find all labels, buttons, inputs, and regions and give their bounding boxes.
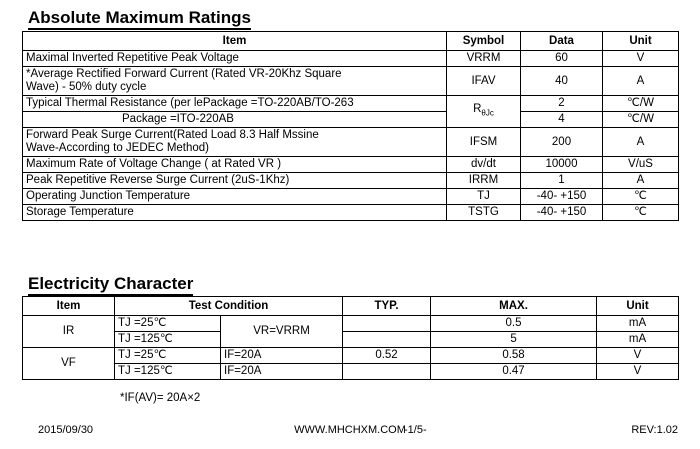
cell-unit: mA bbox=[597, 316, 679, 332]
cell-data: 40 bbox=[521, 67, 603, 96]
cell-item-line2: Wave) - 50% duty cycle bbox=[26, 81, 147, 93]
cell-condition-bias: IF=20A bbox=[221, 348, 343, 364]
cell-package-option-1: Package =TO-220AB/TO-263 bbox=[202, 97, 354, 109]
column-header-max: MAX. bbox=[431, 297, 597, 316]
table-row bbox=[23, 316, 679, 332]
table-row bbox=[23, 157, 679, 173]
cell-item-text: Typical Thermal Resistance (per le bbox=[26, 97, 203, 109]
column-header-data: Data bbox=[521, 32, 603, 51]
column-header-item: Item bbox=[23, 32, 447, 51]
electricity-character-table bbox=[22, 296, 679, 380]
cell-unit: V bbox=[603, 51, 679, 67]
cell-unit: V bbox=[597, 364, 679, 380]
cell-symbol: IFSM bbox=[447, 128, 521, 157]
cell-condition-bias: VR=VRRM bbox=[221, 316, 343, 348]
cell-unit: ℃/W bbox=[603, 112, 679, 128]
cell-symbol-subscript: θJc bbox=[481, 108, 494, 118]
cell-item: Maximum Rate of Voltage Change ( at Rated VR ) bbox=[23, 157, 447, 173]
table-row bbox=[23, 189, 679, 205]
cell-condition-temp: TJ =25℃ bbox=[115, 348, 221, 364]
column-header-unit: Unit bbox=[597, 297, 679, 316]
column-header-unit: Unit bbox=[603, 32, 679, 51]
cell-item bbox=[23, 67, 447, 96]
cell-unit: ℃/W bbox=[603, 96, 679, 112]
table-row bbox=[23, 128, 679, 157]
cell-condition-temp: TJ =25℃ bbox=[115, 316, 221, 332]
cell-unit: ℃ bbox=[603, 205, 679, 221]
footer-date: 2015/09/30 bbox=[38, 424, 94, 436]
cell-item: Maximal Inverted Repetitive Peak Voltage bbox=[23, 51, 447, 67]
cell-data: 4 bbox=[521, 112, 603, 128]
cell-typ: 0.52 bbox=[343, 348, 431, 364]
cell-data: 2 bbox=[521, 96, 603, 112]
cell-symbol bbox=[447, 96, 521, 128]
cell-condition-temp: TJ =125℃ bbox=[115, 332, 221, 348]
cell-data: 200 bbox=[521, 128, 603, 157]
cell-data: 1 bbox=[521, 173, 603, 189]
table-row bbox=[23, 51, 679, 67]
table-row bbox=[23, 173, 679, 189]
cell-symbol: IFAV bbox=[447, 67, 521, 96]
cell-item: Operating Junction Temperature bbox=[23, 189, 447, 205]
cell-symbol: TJ bbox=[447, 189, 521, 205]
cell-unit: V bbox=[597, 348, 679, 364]
cell-typ bbox=[343, 364, 431, 380]
column-header-test-condition: Test Condition bbox=[115, 297, 343, 316]
cell-max: 0.5 bbox=[431, 316, 597, 332]
footer-website: WWW.MHCHXM.COM bbox=[294, 424, 406, 436]
cell-symbol: VRRM bbox=[447, 51, 521, 67]
cell-item bbox=[23, 128, 447, 157]
cell-typ bbox=[343, 332, 431, 348]
footnote-if-av: *IF(AV)= 20A×2 bbox=[120, 392, 201, 404]
cell-unit: A bbox=[603, 173, 679, 189]
cell-typ bbox=[343, 316, 431, 332]
cell-unit: A bbox=[603, 128, 679, 157]
electricity-character-heading-wrap bbox=[28, 274, 193, 296]
cell-unit: A bbox=[603, 67, 679, 96]
table-row bbox=[23, 364, 679, 380]
cell-symbol-main: R bbox=[473, 103, 482, 116]
electricity-character-heading: Electricity Character bbox=[28, 274, 193, 296]
cell-item: VF bbox=[23, 348, 115, 380]
cell-symbol: IRRM bbox=[447, 173, 521, 189]
column-header-item: Item bbox=[23, 297, 115, 316]
absolute-maximum-ratings-heading-wrap bbox=[28, 8, 251, 30]
table-row bbox=[23, 67, 679, 96]
cell-item: Storage Temperature bbox=[23, 205, 447, 221]
table-header-row bbox=[23, 32, 679, 51]
cell-item bbox=[23, 96, 447, 112]
footer-revision: REV:1.02 bbox=[631, 424, 678, 436]
column-header-typ: TYP. bbox=[343, 297, 431, 316]
table-row bbox=[23, 332, 679, 348]
absolute-maximum-ratings-heading: Absolute Maximum Ratings bbox=[28, 8, 251, 30]
table-row bbox=[23, 112, 679, 128]
cell-unit: mA bbox=[597, 332, 679, 348]
cell-unit: ℃ bbox=[603, 189, 679, 205]
cell-item bbox=[23, 112, 447, 128]
absolute-maximum-ratings-table bbox=[22, 31, 679, 221]
cell-item-line1: Forward Peak Surge Current(Rated Load 8.3 Half Mssine bbox=[26, 129, 319, 141]
cell-data: -40- +150 bbox=[521, 189, 603, 205]
cell-condition-temp: TJ =125℃ bbox=[115, 364, 221, 380]
cell-item: Peak Repetitive Reverse Surge Current (2uS-1Khz) bbox=[23, 173, 447, 189]
cell-item-line1: *Average Rectified Forward Current (Rated VR-20Khz Square bbox=[26, 68, 342, 80]
table-header-row bbox=[23, 297, 679, 316]
cell-package-option-2: Package =ITO-220AB bbox=[122, 113, 234, 125]
cell-unit: V/uS bbox=[603, 157, 679, 173]
cell-max: 5 bbox=[431, 332, 597, 348]
table-row bbox=[23, 96, 679, 112]
table-row bbox=[23, 205, 679, 221]
cell-data: 60 bbox=[521, 51, 603, 67]
cell-symbol: TSTG bbox=[447, 205, 521, 221]
column-header-symbol: Symbol bbox=[447, 32, 521, 51]
cell-data: 10000 bbox=[521, 157, 603, 173]
cell-max: 0.47 bbox=[431, 364, 597, 380]
cell-data: -40- +150 bbox=[521, 205, 603, 221]
cell-symbol: dv/dt bbox=[447, 157, 521, 173]
cell-max: 0.58 bbox=[431, 348, 597, 364]
cell-item: IR bbox=[23, 316, 115, 348]
footer-page-number: -1/5- bbox=[404, 424, 427, 436]
cell-item-line2: Wave-According to JEDEC Method) bbox=[26, 142, 210, 154]
cell-condition-bias: IF=20A bbox=[221, 364, 343, 380]
table-row bbox=[23, 348, 679, 364]
